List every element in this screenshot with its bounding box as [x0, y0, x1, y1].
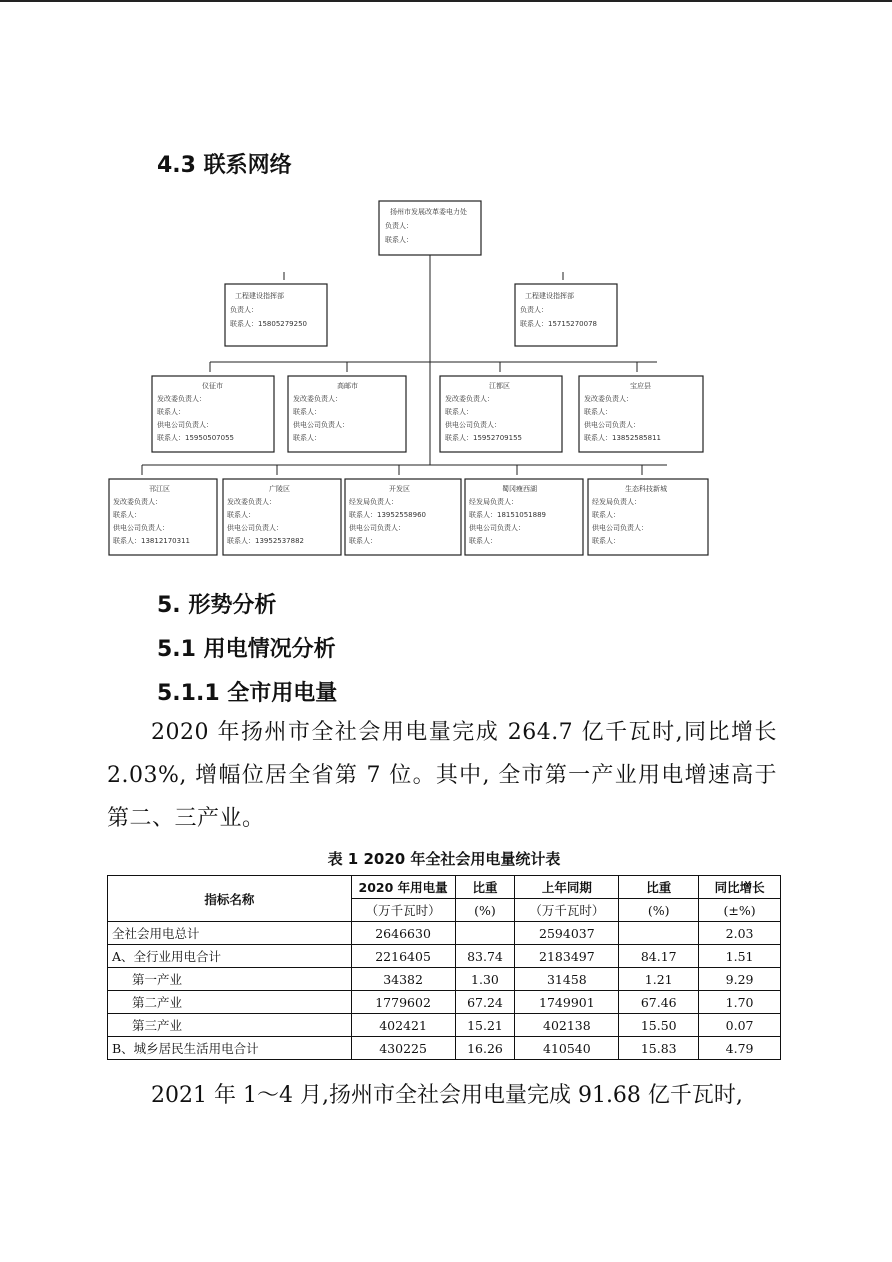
row-ratio1: 15.21: [455, 1014, 515, 1037]
table-row: [108, 968, 781, 991]
table-header-row: [108, 876, 781, 899]
header-cur: 2020 年用电量: [351, 876, 455, 899]
row-growth: 0.07: [699, 1014, 781, 1037]
org-l3-1-line-2: 联系人：: [157, 408, 185, 416]
org-l4-2-line-1: 发改委负责人：: [227, 498, 276, 506]
paragraph-2021-summary: 2021 年 1～4 月,扬州市全社会用电量完成 91.68 亿千瓦时,: [151, 1083, 743, 1108]
page-top-border: [0, 0, 892, 2]
org-l3-4-line-3: 供电公司负责人：: [584, 421, 640, 429]
row-ratio2: 84.17: [619, 945, 699, 968]
row-ratio2: 67.46: [619, 991, 699, 1014]
row-prev: 2183497: [515, 945, 619, 968]
row-ratio1: [455, 922, 515, 945]
section-heading-electricity: 5.1 用电情况分析: [157, 637, 336, 662]
org-l4-3-line-4: 联系人：: [349, 537, 377, 545]
org-l3-3-line-2: 联系人：: [445, 408, 473, 416]
org-l4-3-line-1: 经发局负责人：: [349, 498, 398, 506]
org-l3-4-line-1: 发改委负责人：: [584, 395, 633, 403]
row-prev: 402138: [515, 1014, 619, 1037]
org-l2-2-line-2: 联系人：15715270078: [520, 320, 597, 328]
header-ratio2: 比重: [619, 876, 699, 899]
org-l4-2-line-4: 联系人：13952537882: [227, 537, 304, 545]
org-l3-1-line-3: 供电公司负责人：: [157, 421, 213, 429]
row-cur: 1779602: [351, 991, 455, 1014]
row-name: 第一产业: [108, 968, 352, 991]
table-row: [108, 945, 781, 968]
unit-ratio2: (%): [619, 899, 699, 922]
row-ratio1: 16.26: [455, 1037, 515, 1060]
row-cur: 430225: [351, 1037, 455, 1060]
org-l3-2-line-1: 发改委负责人：: [293, 395, 342, 403]
org-l4-4-title: 蜀冈瘦西湖: [502, 485, 537, 493]
org-l3-3-title: 江都区: [489, 382, 510, 390]
org-l4-3-line-3: 供电公司负责人：: [349, 524, 405, 532]
table-row: [108, 1037, 781, 1060]
row-ratio1: 67.24: [455, 991, 515, 1014]
row-cur: 402421: [351, 1014, 455, 1037]
org-l4-4-line-1: 经发局负责人：: [469, 498, 518, 506]
org-l4-5-line-3: 供电公司负责人：: [592, 524, 648, 532]
org-l4-5-line-4: 联系人：: [592, 537, 620, 545]
row-prev: 1749901: [515, 991, 619, 1014]
org-l4-2-line-3: 供电公司负责人：: [227, 524, 283, 532]
unit-cur: （万千瓦时）: [351, 899, 455, 922]
unit-ratio1: (%): [455, 899, 515, 922]
paragraph-2020-summary: 2020 年扬州市全社会用电量完成 264.7 亿千瓦时,同比增长 2.03%, 增幅位居全省第 7 位。其中, 全市第一产业用电增速高于第二、三产业。: [107, 720, 777, 831]
row-growth: 9.29: [699, 968, 781, 991]
row-name: B、城乡居民生活用电合计: [108, 1037, 352, 1060]
org-l4-1-line-1: 发改委负责人：: [113, 498, 162, 506]
org-l3-3-line-3: 供电公司负责人：: [445, 421, 501, 429]
row-prev: 410540: [515, 1037, 619, 1060]
org-l3-1-line-4: 联系人：15950507055: [157, 434, 234, 442]
row-growth: 4.79: [699, 1037, 781, 1060]
row-cur: 2216405: [351, 945, 455, 968]
org-l2-1-line-1: 负责人：: [230, 306, 258, 314]
row-ratio2: 1.21: [619, 968, 699, 991]
org-chart: [107, 200, 712, 560]
header-name: 指标名称: [108, 876, 352, 922]
header-growth: 同比增长: [699, 876, 781, 899]
org-l3-1-line-1: 发改委负责人：: [157, 395, 206, 403]
org-l3-2-line-4: 联系人：: [293, 434, 321, 442]
unit-growth: (±%): [699, 899, 781, 922]
table-row: [108, 991, 781, 1014]
row-prev: 31458: [515, 968, 619, 991]
unit-prev: （万千瓦时）: [515, 899, 619, 922]
org-l4-3-line-2: 联系人：13952558960: [349, 511, 426, 519]
row-ratio1: 83.74: [455, 945, 515, 968]
org-l4-2-title: 广陵区: [269, 485, 290, 493]
org-l3-2-title: 高邮市: [337, 382, 358, 390]
org-l4-1-line-3: 供电公司负责人：: [113, 524, 169, 532]
org-l2-2-title: 工程建设指挥部: [525, 292, 574, 300]
org-l4-4-line-4: 联系人：: [469, 537, 497, 545]
org-l4-5-line-2: 联系人：: [592, 511, 620, 519]
row-cur: 2646630: [351, 922, 455, 945]
org-l3-4-line-4: 联系人：13852585811: [584, 434, 661, 442]
electricity-stats-table: [107, 875, 781, 1060]
header-prev: 上年同期: [515, 876, 619, 899]
org-l4-1-title: 邗江区: [149, 485, 170, 493]
org-l4-2-line-2: 联系人：: [227, 511, 255, 519]
org-l4-3-title: 开发区: [389, 485, 410, 493]
org-l3-3-line-1: 发改委负责人：: [445, 395, 494, 403]
org-l3-1-title: 仪征市: [202, 382, 223, 390]
org-top-line-2: 联系人：: [385, 236, 413, 244]
row-name: 全社会用电总计: [108, 922, 352, 945]
section-heading-analysis: 5. 形势分析: [157, 593, 277, 618]
row-ratio2: 15.50: [619, 1014, 699, 1037]
org-l2-1-title: 工程建设指挥部: [235, 292, 284, 300]
org-l2-1-line-2: 联系人：15805279250: [230, 320, 307, 328]
row-growth: 1.70: [699, 991, 781, 1014]
org-l4-1-line-2: 联系人：: [113, 511, 141, 519]
org-l3-4-line-2: 联系人：: [584, 408, 612, 416]
org-l2-2-line-1: 负责人：: [520, 306, 548, 314]
row-name: 第二产业: [108, 991, 352, 1014]
row-cur: 34382: [351, 968, 455, 991]
table-row: [108, 1014, 781, 1037]
org-l4-5-line-1: 经发局负责人：: [592, 498, 641, 506]
section-heading-network: 4.3 联系网络: [157, 153, 292, 178]
org-l3-2-line-2: 联系人：: [293, 408, 321, 416]
org-l3-3-line-4: 联系人：15952709155: [445, 434, 522, 442]
org-top-title: 扬州市发展改革委电力处: [390, 208, 467, 216]
row-ratio1: 1.30: [455, 968, 515, 991]
header-ratio1: 比重: [455, 876, 515, 899]
org-top-line-1: 负责人：: [385, 222, 413, 230]
row-prev: 2594037: [515, 922, 619, 945]
row-ratio2: [619, 922, 699, 945]
table-row: [108, 922, 781, 945]
org-l4-4-line-3: 供电公司负责人：: [469, 524, 525, 532]
row-growth: 1.51: [699, 945, 781, 968]
org-l4-4-line-2: 联系人：18151051889: [469, 511, 546, 519]
org-l3-4-title: 宝应县: [630, 382, 651, 390]
org-l3-2-line-3: 供电公司负责人：: [293, 421, 349, 429]
row-name: A、全行业用电合计: [108, 945, 352, 968]
org-l4-5-title: 生态科技新城: [625, 485, 667, 493]
row-growth: 2.03: [699, 922, 781, 945]
section-heading-city-usage: 5.1.1 全市用电量: [157, 681, 338, 706]
row-ratio2: 15.83: [619, 1037, 699, 1060]
row-name: 第三产业: [108, 1014, 352, 1037]
table-caption: 表 1 2020 年全社会用电量统计表: [327, 850, 561, 868]
org-l4-1-line-4: 联系人：13812170311: [113, 537, 190, 545]
